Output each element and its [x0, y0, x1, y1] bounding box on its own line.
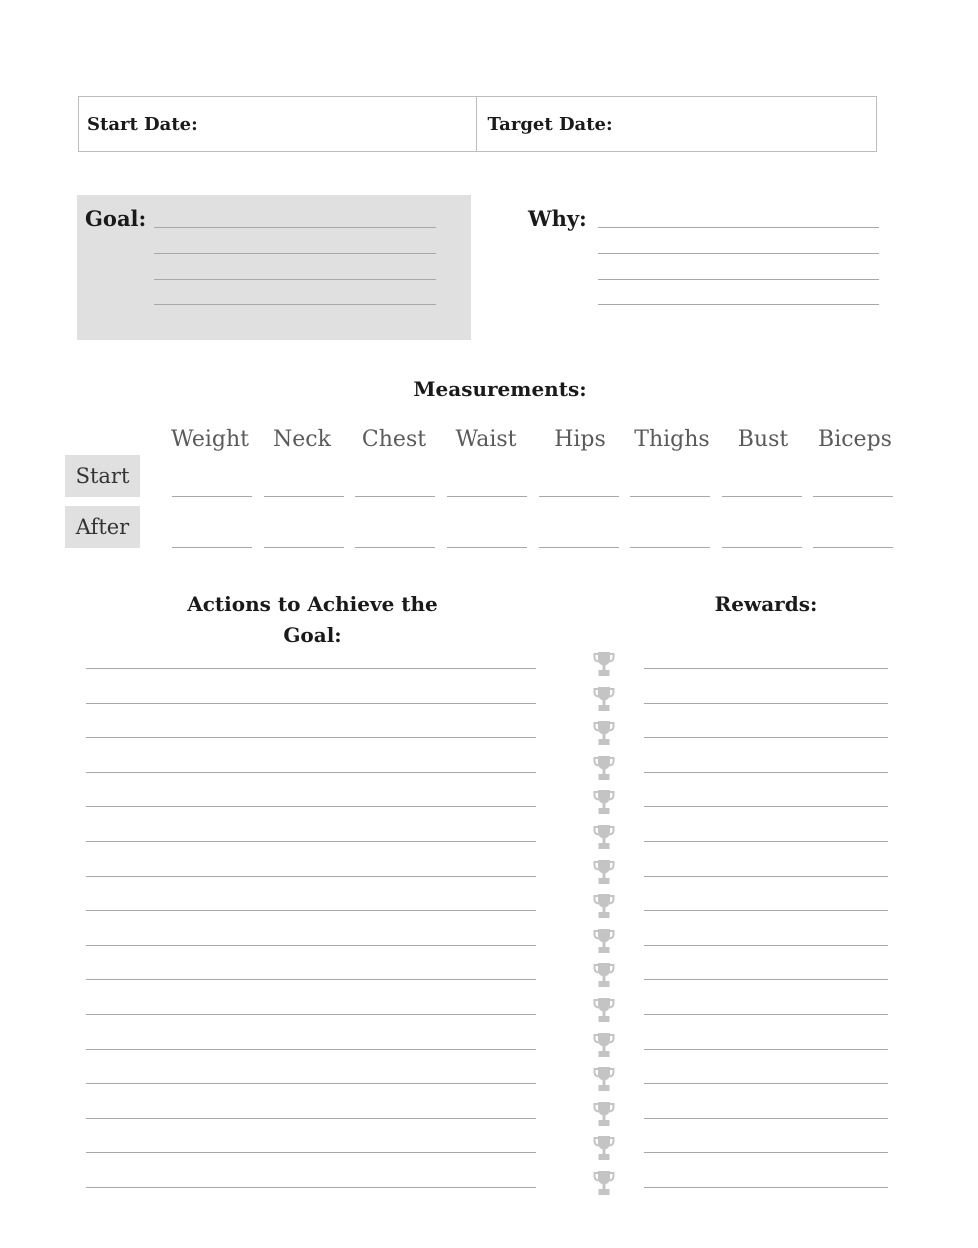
- measurement-column-weight: Weight: [171, 427, 249, 452]
- measurement-entry-start-weight[interactable]: [172, 496, 252, 497]
- reward-line[interactable]: [644, 1187, 888, 1188]
- measurement-entry-after-neck[interactable]: [264, 547, 344, 548]
- reward-line[interactable]: [644, 668, 888, 669]
- row-label-after: After: [65, 506, 140, 548]
- why-label: Why:: [528, 206, 587, 231]
- date-header: [78, 96, 877, 152]
- action-line[interactable]: [86, 668, 536, 669]
- trophy-icon: [593, 789, 615, 815]
- reward-line[interactable]: [644, 1118, 888, 1119]
- why-line[interactable]: [598, 227, 879, 228]
- measurement-entry-start-neck[interactable]: [264, 496, 344, 497]
- trophy-icon: [593, 1170, 615, 1196]
- action-line[interactable]: [86, 841, 536, 842]
- reward-line[interactable]: [644, 979, 888, 980]
- start-date-label: Start Date:: [87, 113, 198, 135]
- trophy-icon: [593, 755, 615, 781]
- measurement-entry-after-waist[interactable]: [447, 547, 527, 548]
- why-line[interactable]: [598, 279, 879, 280]
- measurement-column-chest: Chest: [361, 427, 427, 452]
- reward-line[interactable]: [644, 806, 888, 807]
- reward-line[interactable]: [644, 1083, 888, 1084]
- measurement-entry-after-hips[interactable]: [539, 547, 619, 548]
- action-line[interactable]: [86, 945, 536, 946]
- why-line[interactable]: [598, 253, 879, 254]
- rewards-title: Rewards:: [714, 592, 818, 616]
- measurement-column-thighs: Thighs: [634, 427, 710, 452]
- goal-line[interactable]: [154, 253, 436, 254]
- measurement-entry-start-thighs[interactable]: [630, 496, 710, 497]
- measurement-entry-start-bust[interactable]: [722, 496, 802, 497]
- measurement-entry-start-hips[interactable]: [539, 496, 619, 497]
- trophy-icon: [593, 997, 615, 1023]
- measurement-entry-after-thighs[interactable]: [630, 547, 710, 548]
- trophy-icon: [593, 1032, 615, 1058]
- measurement-entry-after-bust[interactable]: [722, 547, 802, 548]
- trophy-icon: [593, 928, 615, 954]
- measurement-column-biceps: Biceps: [818, 427, 892, 452]
- reward-line[interactable]: [644, 1049, 888, 1050]
- reward-line[interactable]: [644, 1014, 888, 1015]
- reward-line[interactable]: [644, 910, 888, 911]
- goal-label: Goal:: [85, 206, 147, 231]
- action-line[interactable]: [86, 737, 536, 738]
- why-line[interactable]: [598, 304, 879, 305]
- trophy-icon: [593, 824, 615, 850]
- target-date-field[interactable]: [476, 97, 877, 151]
- measurement-entry-start-waist[interactable]: [447, 496, 527, 497]
- row-label-start: Start: [65, 455, 140, 497]
- measurement-column-bust: Bust: [737, 427, 789, 452]
- measurement-entry-start-chest[interactable]: [355, 496, 435, 497]
- measurement-column-neck: Neck: [273, 427, 331, 452]
- measurement-column-waist: Waist: [455, 427, 517, 452]
- start-date-field[interactable]: [79, 97, 476, 151]
- reward-line[interactable]: [644, 737, 888, 738]
- action-line[interactable]: [86, 876, 536, 877]
- trophy-icon: [593, 686, 615, 712]
- reward-line[interactable]: [644, 772, 888, 773]
- measurements-title: Measurements:: [413, 377, 587, 401]
- action-line[interactable]: [86, 1152, 536, 1153]
- measurement-entry-after-biceps[interactable]: [813, 547, 893, 548]
- actions-title: Actions to Achieve the Goal:: [187, 592, 438, 647]
- action-line[interactable]: [86, 910, 536, 911]
- reward-line[interactable]: [644, 703, 888, 704]
- trophy-icon: [593, 859, 615, 885]
- measurement-entry-after-chest[interactable]: [355, 547, 435, 548]
- action-line[interactable]: [86, 1118, 536, 1119]
- trophy-icon: [593, 893, 615, 919]
- trophy-icon: [593, 1066, 615, 1092]
- action-line[interactable]: [86, 1187, 536, 1188]
- reward-line[interactable]: [644, 841, 888, 842]
- action-line[interactable]: [86, 979, 536, 980]
- action-line[interactable]: [86, 1014, 536, 1015]
- trophy-icon: [593, 651, 615, 677]
- reward-line[interactable]: [644, 945, 888, 946]
- trophy-icon: [593, 962, 615, 988]
- reward-line[interactable]: [644, 876, 888, 877]
- target-date-label: Target Date:: [487, 113, 613, 135]
- measurement-column-hips: Hips: [554, 427, 606, 452]
- action-line[interactable]: [86, 1049, 536, 1050]
- action-line[interactable]: [86, 772, 536, 773]
- goal-line[interactable]: [154, 279, 436, 280]
- action-line[interactable]: [86, 703, 536, 704]
- trophy-icon: [593, 1135, 615, 1161]
- trophy-icon: [593, 1101, 615, 1127]
- measurement-entry-after-weight[interactable]: [172, 547, 252, 548]
- measurement-entry-start-biceps[interactable]: [813, 496, 893, 497]
- reward-line[interactable]: [644, 1152, 888, 1153]
- goal-line[interactable]: [154, 304, 436, 305]
- goal-line[interactable]: [154, 227, 436, 228]
- action-line[interactable]: [86, 806, 536, 807]
- trophy-icon: [593, 720, 615, 746]
- action-line[interactable]: [86, 1083, 536, 1084]
